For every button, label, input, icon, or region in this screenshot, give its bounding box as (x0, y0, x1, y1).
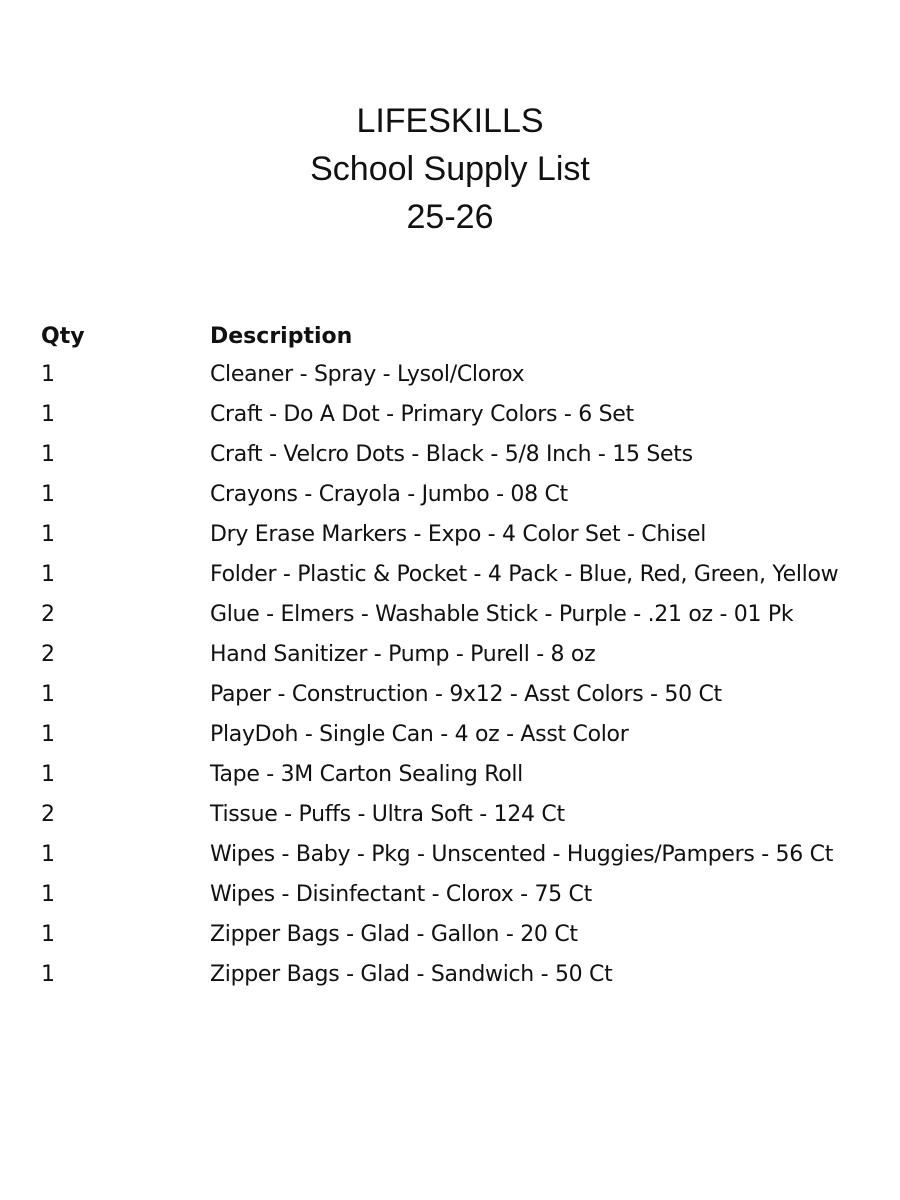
description-cell: PlayDoh - Single Can - 4 oz - Asst Color (210, 721, 629, 747)
title-school-year: 25-26 (406, 198, 494, 236)
table-row (41, 954, 891, 994)
table-row (41, 794, 891, 834)
qty-cell: 1 (41, 921, 55, 947)
description-cell: Dry Erase Markers - Expo - 4 Color Set - Chisel (210, 521, 707, 547)
qty-cell: 1 (41, 401, 55, 427)
description-cell: Craft - Velcro Dots - Black - 5/8 Inch - 15 Sets (210, 441, 693, 467)
qty-cell: 1 (41, 681, 55, 707)
qty-cell: 1 (41, 721, 55, 747)
supply-table (41, 318, 891, 994)
title-school-supply-list: School Supply List (310, 150, 590, 188)
qty-cell: 1 (41, 441, 55, 467)
description-cell: Zipper Bags - Glad - Gallon - 20 Ct (210, 921, 578, 947)
qty-cell: 1 (41, 761, 55, 787)
description-cell: Hand Sanitizer - Pump - Purell - 8 oz (210, 641, 596, 667)
qty-cell: 1 (41, 521, 55, 547)
description-cell: Craft - Do A Dot - Primary Colors - 6 Set (210, 401, 634, 427)
description-cell: Wipes - Baby - Pkg - Unscented - Huggies/Pampers - 56 Ct (210, 841, 834, 867)
description-cell: Folder - Plastic & Pocket - 4 Pack - Blue, Red, Green, Yellow (210, 561, 839, 587)
table-row (41, 554, 891, 594)
description-cell: Paper - Construction - 9x12 - Asst Colors - 50 Ct (210, 681, 722, 707)
table-row (41, 834, 891, 874)
qty-column-header: Qty (41, 323, 85, 349)
document-title (0, 97, 900, 241)
table-row (41, 514, 891, 554)
supply-table-header (41, 318, 891, 354)
qty-cell: 1 (41, 561, 55, 587)
description-cell: Tissue - Puffs - Ultra Soft - 124 Ct (210, 801, 565, 827)
table-row (41, 354, 891, 394)
description-cell: Cleaner - Spray - Lysol/Clorox (210, 361, 525, 387)
qty-cell: 1 (41, 841, 55, 867)
table-row (41, 634, 891, 674)
qty-cell: 1 (41, 961, 55, 987)
header-row (41, 318, 891, 354)
table-row (41, 434, 891, 474)
description-cell: Glue - Elmers - Washable Stick - Purple - .21 oz - 01 Pk (210, 601, 794, 627)
qty-cell: 2 (41, 801, 55, 827)
qty-cell: 1 (41, 881, 55, 907)
description-cell: Tape - 3M Carton Sealing Roll (210, 761, 523, 787)
description-cell: Crayons - Crayola - Jumbo - 08 Ct (210, 481, 568, 507)
qty-cell: 2 (41, 601, 55, 627)
qty-cell: 1 (41, 481, 55, 507)
title-lifeskills: LIFESKILLS (356, 102, 544, 140)
table-row (41, 754, 891, 794)
table-row (41, 674, 891, 714)
supply-table-body (41, 354, 891, 994)
table-row (41, 874, 891, 914)
table-row (41, 594, 891, 634)
qty-cell: 2 (41, 641, 55, 667)
qty-cell: 1 (41, 361, 55, 387)
description-cell: Wipes - Disinfectant - Clorox - 75 Ct (210, 881, 592, 907)
description-column-header: Description (210, 323, 353, 349)
table-row (41, 914, 891, 954)
table-row (41, 394, 891, 434)
description-cell: Zipper Bags - Glad - Sandwich - 50 Ct (210, 961, 613, 987)
table-row (41, 714, 891, 754)
table-row (41, 474, 891, 514)
